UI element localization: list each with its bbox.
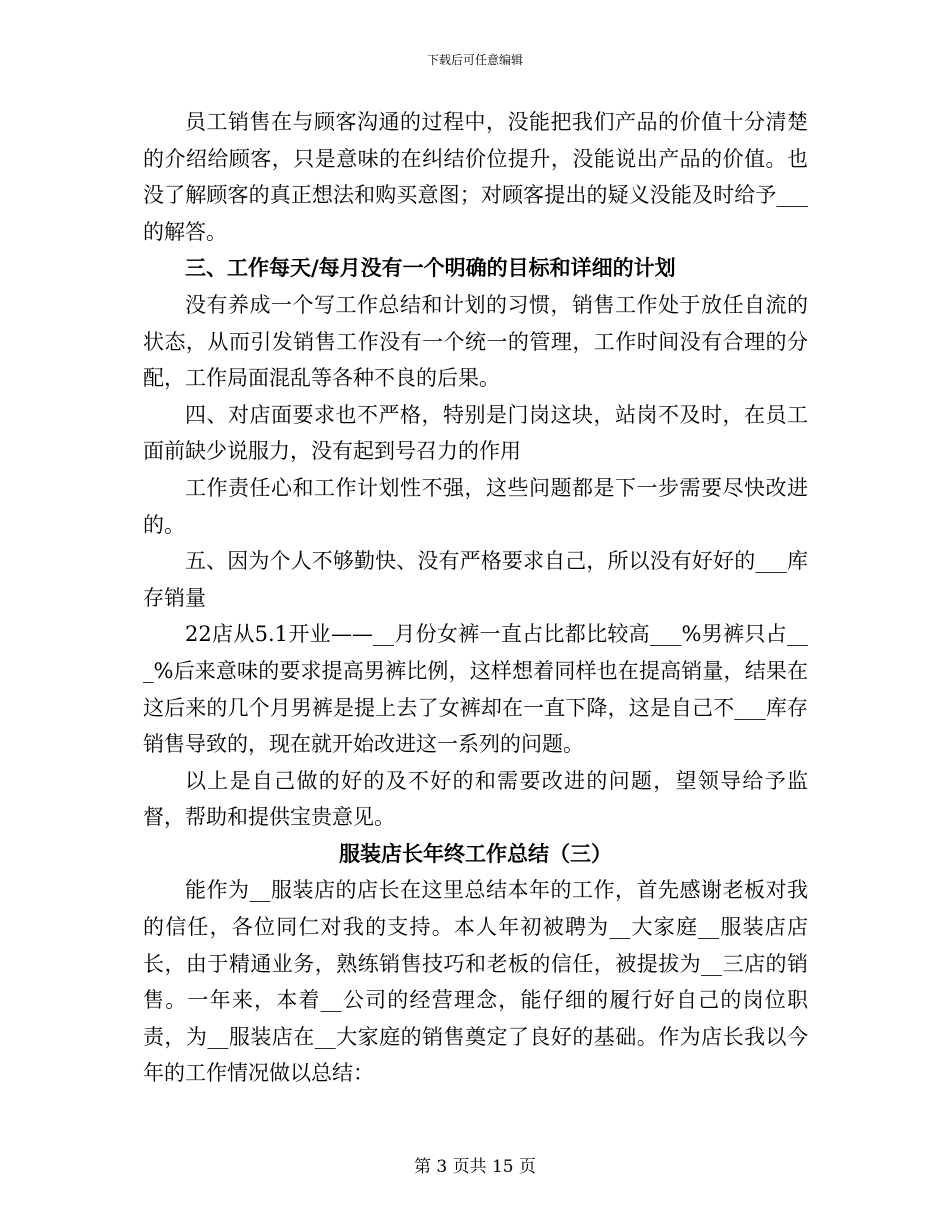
document-body bbox=[143, 104, 808, 1092]
paragraph-section-5: 五、因为个人不够勤快、没有严格要求自己，所以没有好好的___库存销量 bbox=[143, 549, 808, 610]
section-heading-3: 三、工作每天/每月没有一个明确的目标和详细的计划 bbox=[185, 255, 676, 281]
page-header: 下载后可任意编辑 bbox=[426, 53, 523, 67]
paragraph-section-4: 四、对店面要求也不严格，特别是门岗这块，站岗不及时，在员工面前缺少说服力，没有起到号召力的作用 bbox=[143, 402, 808, 464]
paragraph-store-22: 22店从5.1开业——__月份女裤一直占比都比较高___%男裤只占___%后来意味的要求提高男裤比例，这样想着同样也在提高销量，结果在这后来的几个月男裤是提上去了女裤却在一直下降，这是自己不___库存销售导致的，现在就开始改进这一系列的问题。 bbox=[143, 622, 808, 757]
page-footer: 第 3 页共 15 页 bbox=[413, 1157, 537, 1177]
paragraph-conclusion: 以上是自己做的好的及不好的和需要改进的问题，望领导给予监督，帮助和提供宝贵意见。 bbox=[143, 768, 808, 830]
paragraph-staff-communication: 员工销售在与顾客沟通的过程中，没能把我们产品的价值十分清楚的介绍给顾客，只是意味的在纠结价位提升，没能说出产品的价值。也没了解顾客的真正想法和购买意图；对顾客提出的疑义没能及时给予___的解答。 bbox=[143, 110, 808, 244]
document-title: 服装店长年终工作总结（三） bbox=[339, 840, 612, 866]
paragraph-no-plan: 没有养成一个写工作总结和计划的习惯，销售工作处于放任自流的状态，从而引发销售工作没有一个统一的管理，工作时间没有合理的分配，工作局面混乱等各种不良的后果。 bbox=[143, 292, 808, 391]
paragraph-responsibility: 工作责任心和工作计划性不强，这些问题都是下一步需要尽快改进的。 bbox=[143, 475, 808, 537]
paragraph-intro: 能作为__服装店的店长在这里总结本年的工作，首先感谢老板对我的信任，各位同仁对我的支持。本人年初被聘为__大家庭__服装店店长，由于精通业务，熟练销售技巧和老板的信任，被提拔为__三店的销售。一年来，本着__公司的经营理念，能仔细的履行好自己的岗位职责，为__服装店在__大家庭的销售奠定了良好的基础。作为店长我以今年的工作情况做以总结： bbox=[143, 878, 808, 1086]
